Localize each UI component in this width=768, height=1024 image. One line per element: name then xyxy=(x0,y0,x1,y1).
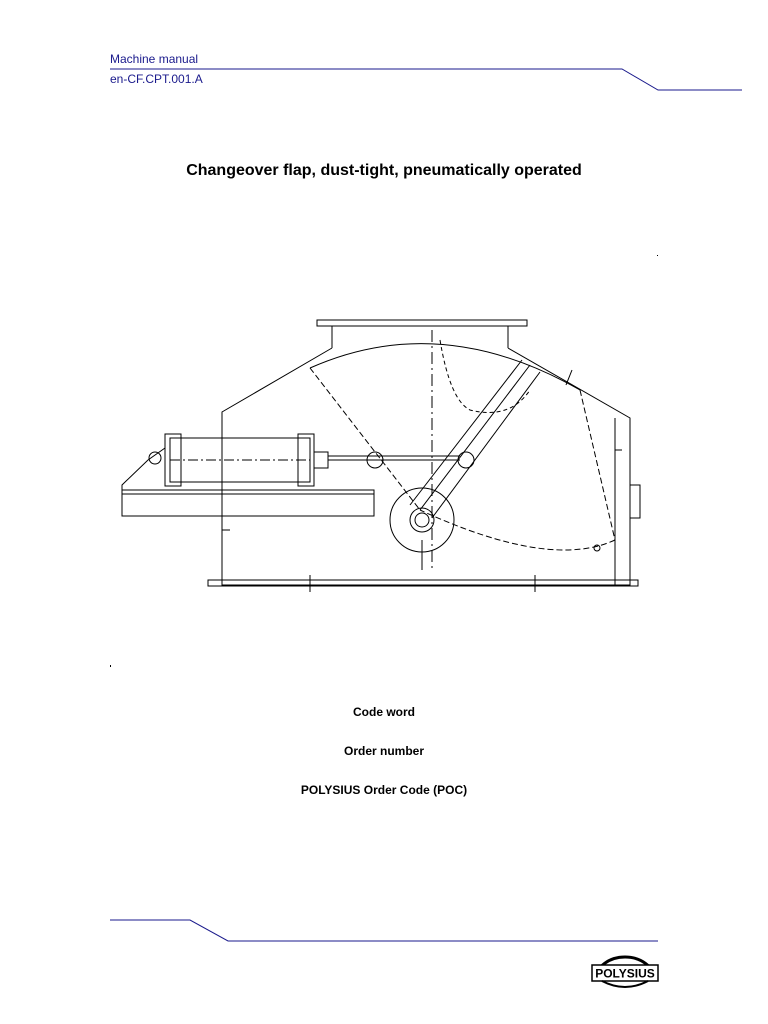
polysius-logo xyxy=(590,955,660,991)
page-title: Changeover flap, dust-tight, pneumatically operated xyxy=(186,162,582,179)
stray-dot xyxy=(110,665,111,667)
header-doc-type: Machine manual xyxy=(110,52,199,66)
header-doc-code: en-CF.CPT.001.A xyxy=(110,72,203,86)
order-code-label: POLYSIUS Order Code (POC) xyxy=(300,783,468,797)
header-rule xyxy=(110,69,742,90)
stray-dot xyxy=(657,255,658,256)
order-number-label: Order number xyxy=(343,744,424,758)
changeover-flap-drawing xyxy=(110,300,650,600)
code-word-label: Code word xyxy=(353,705,415,719)
footer-rule xyxy=(110,920,658,941)
logo-text: POLYSIUS xyxy=(595,966,655,981)
